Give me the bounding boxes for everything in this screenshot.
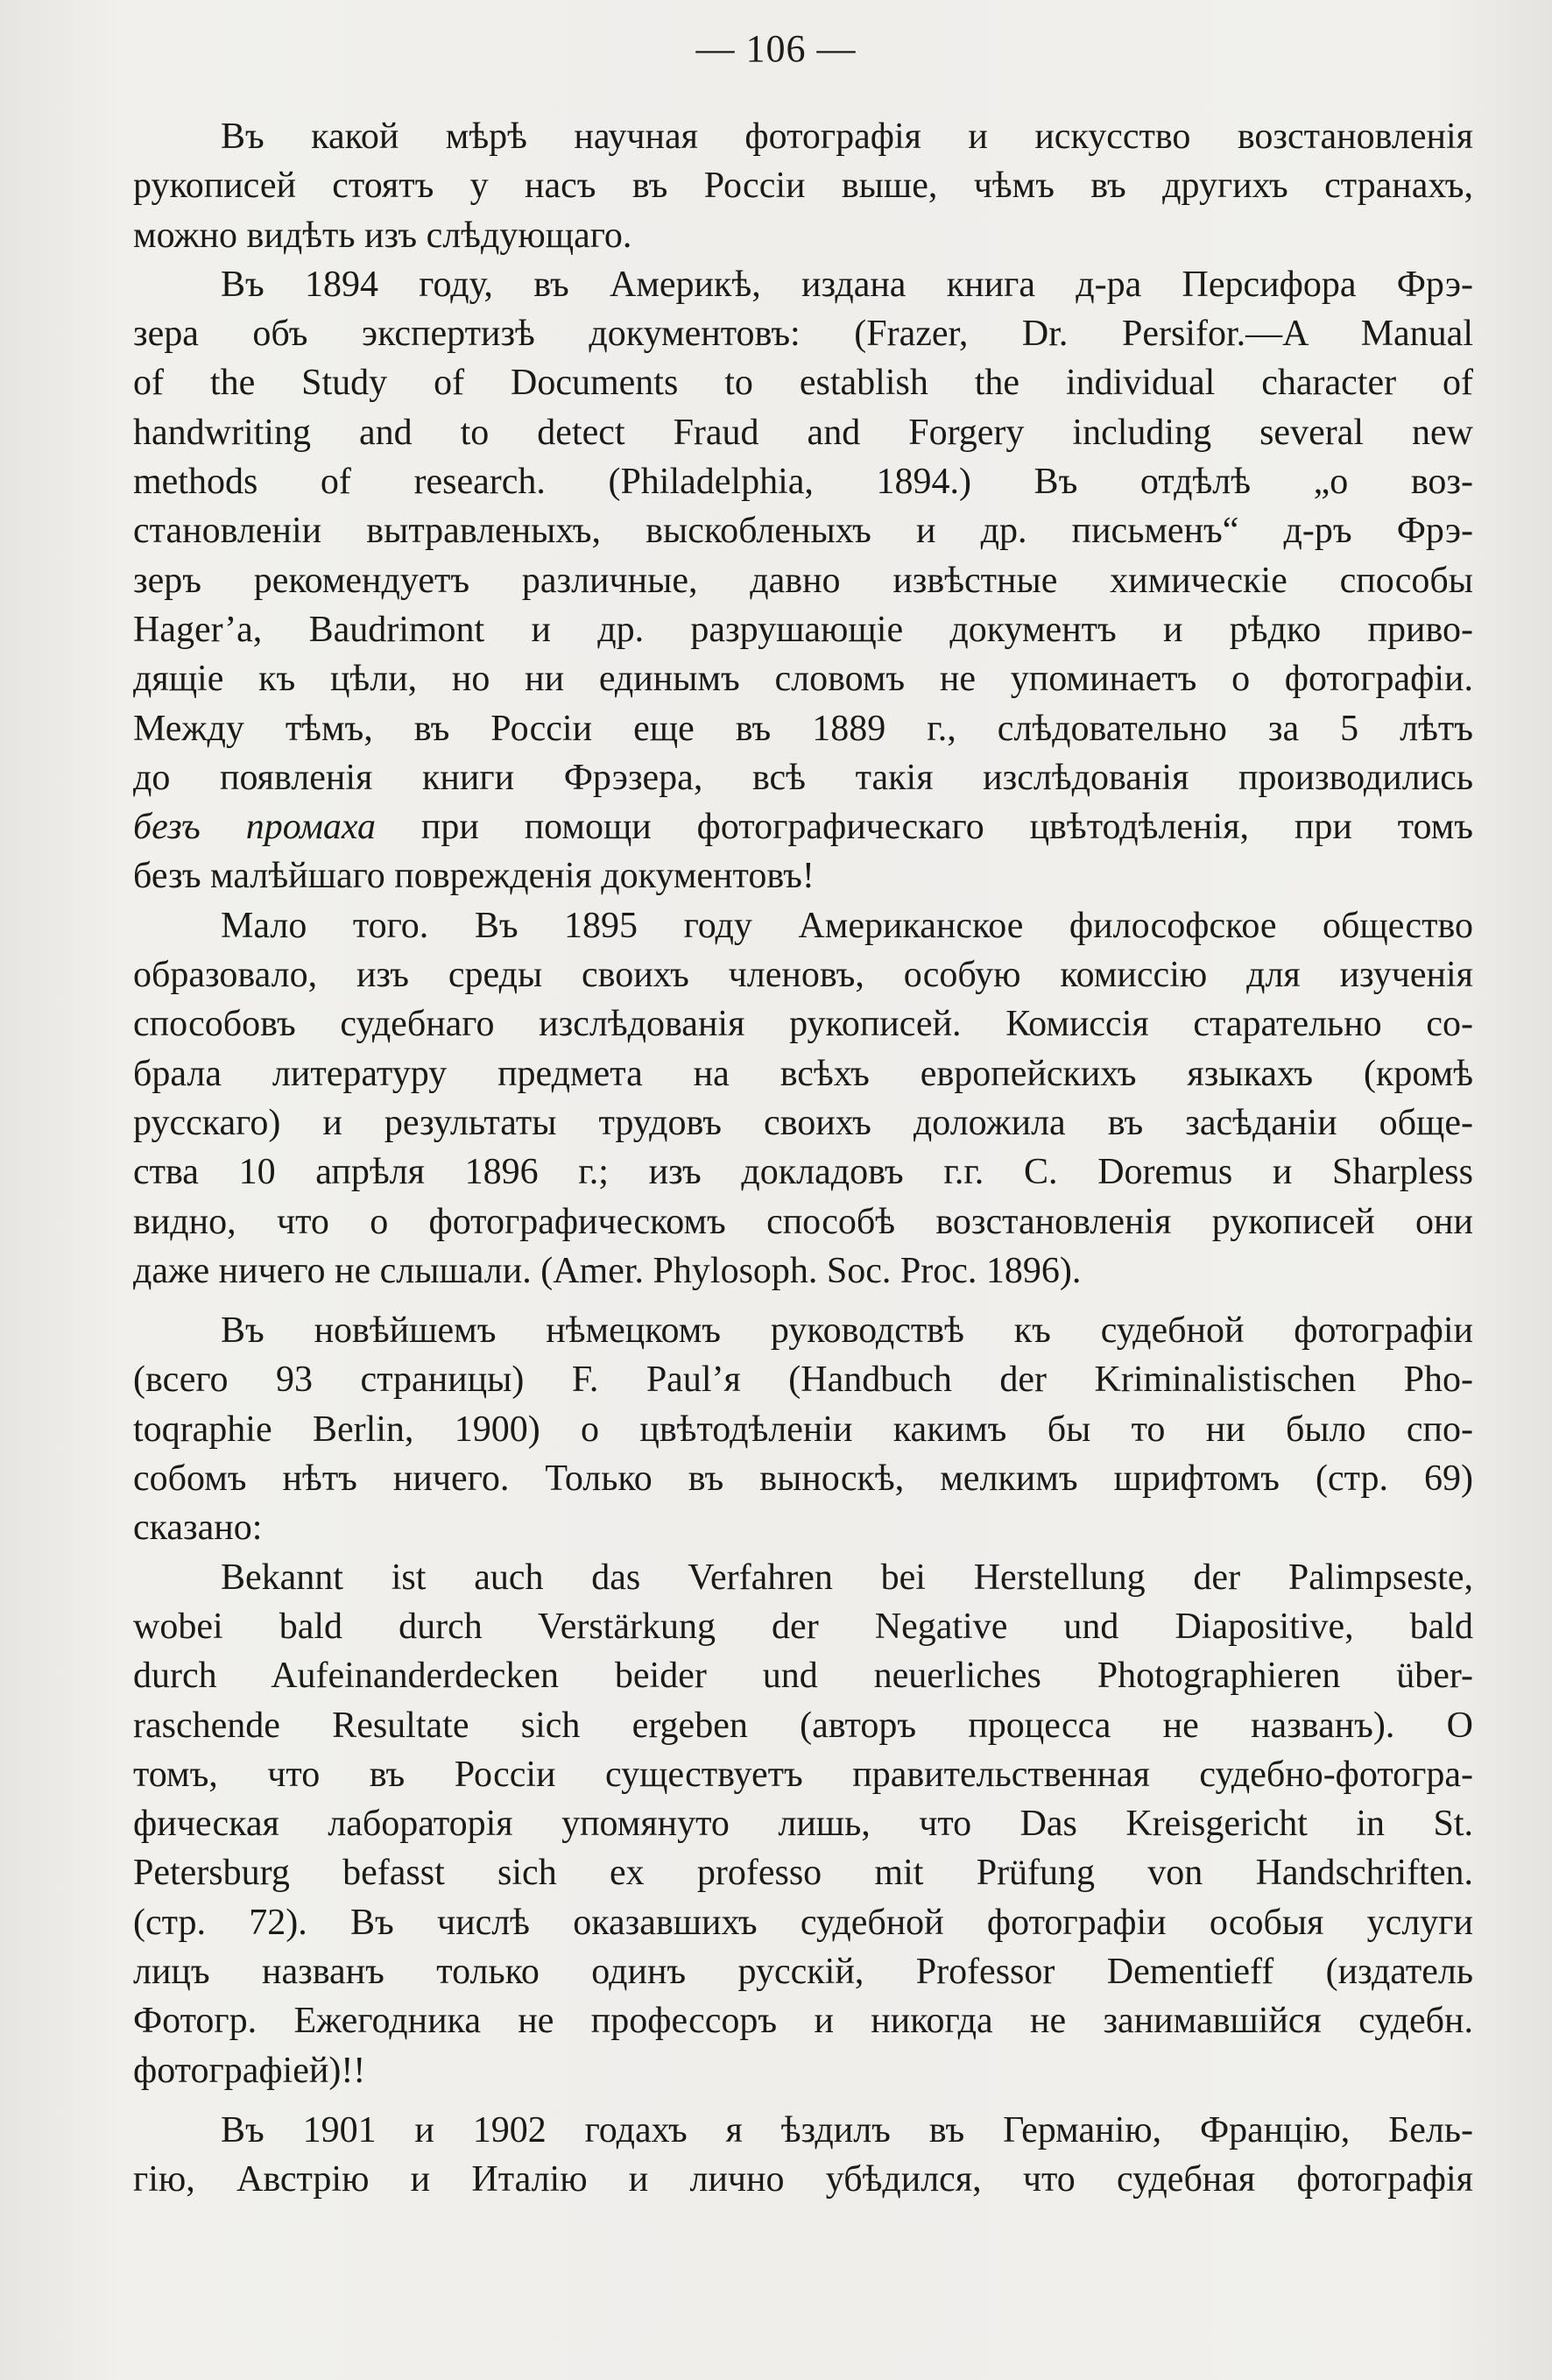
text-line: рукописей стоятъ у насъ въ Россіи выше, чѣмъ въ другихъ странахъ, — [133, 166, 1473, 207]
text-line: ства 10 апрѣля 1896 г.; изъ докладовъ г.г. C. Doremus и Sharpless — [133, 1152, 1473, 1193]
text-line: лицъ названъ только одинъ русскій, Professor Dementieff (издатель — [133, 1951, 1473, 1992]
text-line: брала литературу предмета на всѣхъ европейскихъ языкахъ (кромѣ — [133, 1053, 1473, 1094]
text-line: безъ малѣйшаго поврежденія документовъ! — [133, 856, 815, 897]
text-line: можно видѣть изъ слѣдующаго. — [133, 215, 632, 256]
page-body-text — [133, 112, 1473, 2204]
emphasized-text: безъ промаха — [133, 807, 377, 848]
text-line: фическая лабораторія упомянуто лишь, что Das Kreisgericht in St. — [133, 1804, 1473, 1845]
text-line: до появленія книги Фрэзера, всѣ такія изслѣдованія производились — [133, 757, 1473, 798]
text-line: Въ 1901 и 1902 годахъ я ѣздилъ въ Германію, Францію, Бель- — [221, 2109, 1473, 2150]
text-line: становленіи вытравленыхъ, выскобленыхъ и др. письменъ“ д-ръ Фрэ- — [133, 511, 1473, 552]
text-line: зеръ рекомендуетъ различные, давно извѣстные химическіе способы — [133, 560, 1473, 601]
text-line: wobei bald durch Verstärkung der Negative und Diapositive, bald — [133, 1606, 1473, 1647]
text-line: raschende Resultate sich ergeben (авторъ процесса не названъ). О — [133, 1705, 1473, 1746]
text-line: Въ какой мѣрѣ научная фотографія и искусство возстановленія — [221, 117, 1473, 157]
page-number: — 106 — — [695, 27, 857, 70]
text-line: Petersburg befasst sich ex professo mit Prüfung von Handschriften. — [133, 1853, 1473, 1894]
text-line: безъ промаха при помощи фотографическаго цвѣтодѣленія, при томъ — [133, 807, 1473, 848]
text-line: durch Aufeinanderdecken beider und neuerliches Photographieren über- — [133, 1656, 1473, 1697]
text-line: фотографіей)!! — [133, 2050, 366, 2091]
text-line: Фотогр. Ежегодника не профессоръ и никогда не занимавшійся судебн. — [133, 2001, 1473, 2042]
text-line: видно, что о фотографическомъ способѣ возстановленія рукописей они — [133, 1201, 1473, 1242]
text-line: handwriting and to detect Fraud and Forgery including several new — [133, 412, 1473, 453]
text-line: сказано: — [133, 1508, 263, 1549]
text-line: (стр. 72). Въ числѣ оказавшихъ судебной фотографіи особыя услуги — [133, 1902, 1473, 1943]
text-line: даже ничего не слышали. (Amer. Phylosoph. Soc. Proc. 1896). — [133, 1250, 1082, 1291]
text-line: Мало того. Въ 1895 году Американское философское общество — [221, 905, 1473, 946]
text-line: Между тѣмъ, въ Россіи еще въ 1889 г., слѣдовательно за 5 лѣтъ — [133, 708, 1473, 749]
text-line: русскаго) и результаты трудовъ своихъ доложила въ засѣданіи обще- — [133, 1102, 1473, 1143]
text-line: гію, Австрію и Италію и лично убѣдился, что судебная фотографія — [133, 2159, 1473, 2200]
text-line: способовъ судебнаго изслѣдованія рукописей. Комиссія старательно со- — [133, 1004, 1473, 1045]
text-line: toqraphie Berlin, 1900) о цвѣтодѣленіи какимъ бы то ни было спо- — [133, 1409, 1473, 1450]
text-line: томъ, что въ Россіи существуетъ правительственная судебно-фотогра- — [133, 1754, 1473, 1795]
text-line: собомъ нѣтъ ничего. Только въ выноскѣ, мелкимъ шрифтомъ (стр. 69) — [133, 1458, 1473, 1500]
text-line: зера объ экспертизѣ документовъ: (Frazer, Dr. Persifor.—A Manual — [133, 314, 1473, 355]
text-line: methods of research. (Philadelphia, 1894.) Въ отдѣлѣ „о воз- — [133, 462, 1473, 503]
text-line: образовало, изъ среды своихъ членовъ, особую комиссію для изученія — [133, 955, 1473, 996]
text-line: Bekannt ist auch das Verfahren bei Herstellung der Palimpseste, — [221, 1557, 1473, 1598]
text-line: Hager’a, Baudrimont и др. разрушающіе документъ и рѣдко приво- — [133, 609, 1473, 650]
text-line: of the Study of Documents to establish the individual character of — [133, 363, 1473, 404]
text-line: Въ 1894 году, въ Америкѣ, издана книга д-ра Персифора Фрэ- — [221, 264, 1473, 305]
text-line: Въ новѣйшемъ нѣмецкомъ руководствѣ къ судебной фотографіи — [221, 1310, 1473, 1352]
text-line: (всего 93 страницы) F. Paul’я (Handbuch der Kriminalistischen Pho- — [133, 1359, 1473, 1401]
text-line: дящіе къ цѣли, но ни единымъ словомъ не упоминаетъ о фотографіи. — [133, 659, 1473, 700]
